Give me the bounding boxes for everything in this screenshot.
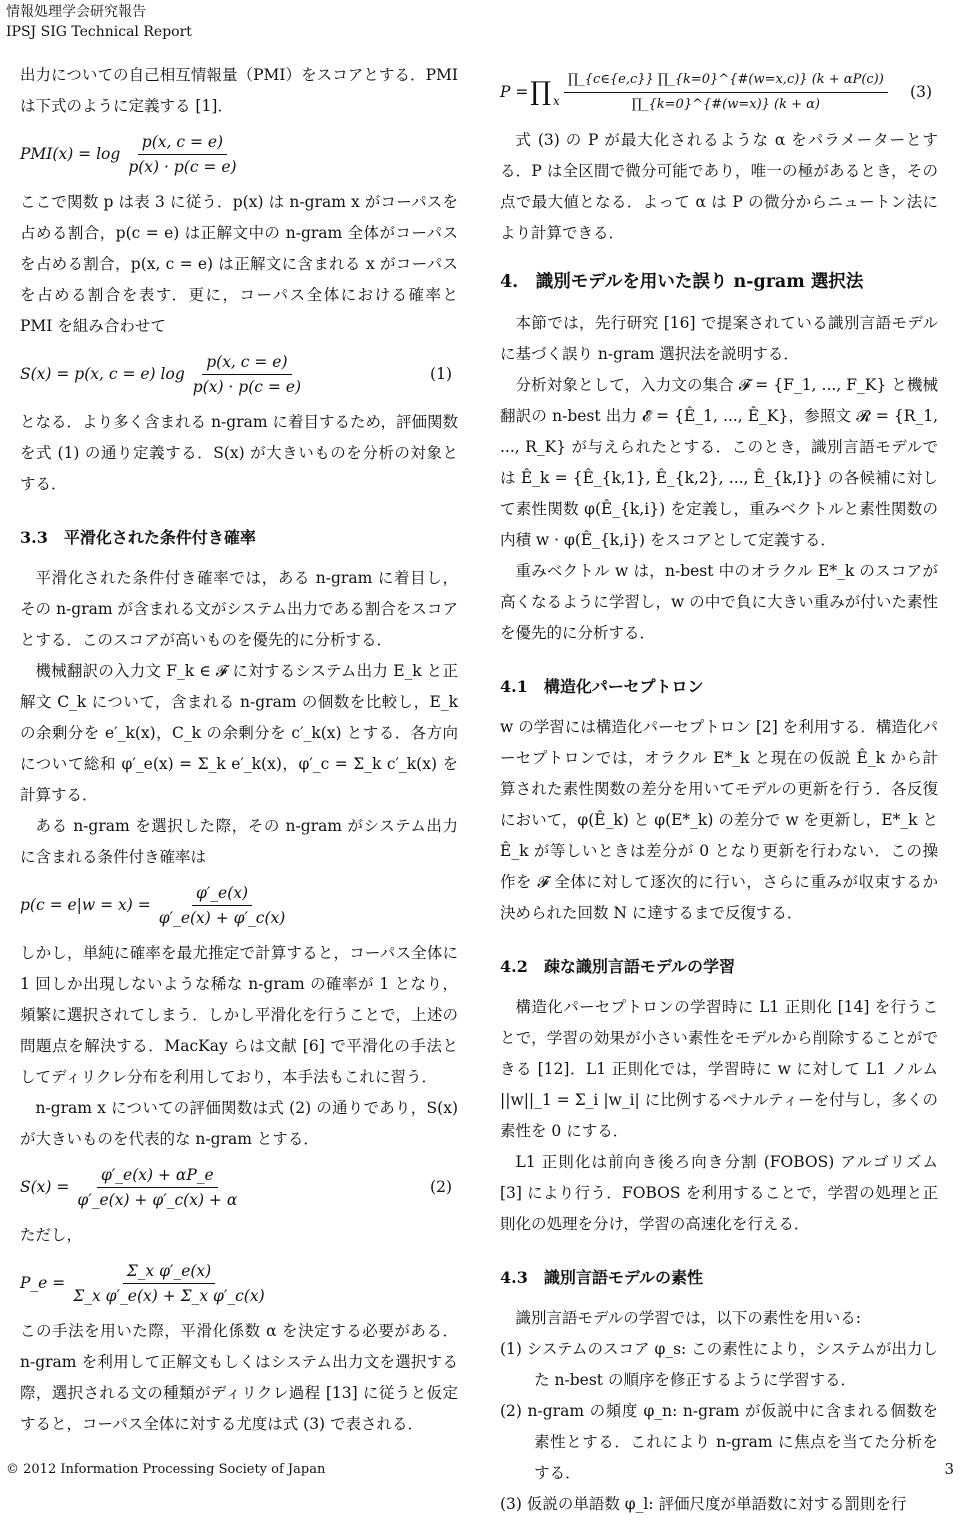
- paragraph: w の学習には構造化パーセプトロン [2] を利用する．構造化パーセプトロンでは，オラクル E*_k と現在の仮説 Ê_k から計算された素性関数の差分を用いてモデルの更新を行う．各反復において，φ(Ê_k) と φ(E*_k) の差分で w を更新し，E*_k と Ê_k が等しいときは差分が 0 となり更新を行わない．この操作を 𝓕 全体に対して逐次的に行い，さらに重みが収束するか決められた回数 N に達するまで反復する．: [500, 718, 938, 922]
- paragraph: 出力についての自己相互情報量（PMI）をスコアとする．PMI は下式のように定義する [1]．: [20, 66, 458, 115]
- left-column: [20, 60, 458, 1440]
- page-footer: [6, 1462, 954, 1477]
- paragraph: ただし，: [20, 1226, 83, 1244]
- section-heading-3-3: 3.3 平滑化された条件付き確率: [20, 528, 256, 547]
- feature-list: [500, 1334, 938, 1520]
- equation-pe: P_e = $\frac{\text{Σ\_x φ′\_e(x)}}{\text{Σ\_x φ′\_e(x) + Σ\_x φ′\_c(x)}}$: [20, 1259, 458, 1308]
- paragraph: しかし，単純に確率を最尤推定で計算すると，コーパス全体に 1 回しか出現しないような稀な n-gram の確率が 1 となり，頻繁に選択されてしまう．しかし平滑化を行うことで，上述の問題点を解決する．MacKay らは文献 [6] で平滑化の手法としてディリクレ分布を利用しており，本手法もこれに習う．: [20, 944, 458, 1086]
- paragraph: n-gram x についての評価関数は式 (2) の通りであり，S(x) が大きいものを代表的な n-gram とする．: [20, 1099, 458, 1148]
- paragraph: この手法を用いた際，平滑化係数 α を決定する必要がある．n-gram を利用して正解文もしくはシステム出力文を選択する際，選択される文の種類がディリクレ過程 [13] に従うと仮定すると，コーパス全体に対する尤度は式 (3) で表される．: [20, 1322, 458, 1433]
- equation-number: (1): [430, 365, 452, 383]
- equation-1: S(x) = p(x, c = e) log $\frac{p(x, c = e)}{p(x) \cdot p(c = e)}$ (1): [20, 350, 458, 399]
- section-heading-4-2: 4.2 疎な識別言語モデルの学習: [500, 957, 736, 976]
- header-journal-en: IPSJ SIG Technical Report: [6, 24, 192, 40]
- equation-3: P = ∏ x $\frac{\prod\_\{c\in\{e,c\}\} \prod\_\{k=0\}\^{}\{\#(w=x,c)\} (k + \alpha P(c))}{\prod\_\{k=0\}\^{}\{\#(w=x)\} (k + \alpha)}$ (3): [500, 68, 938, 117]
- running-header: [6, 2, 192, 42]
- list-item: (2) n-gram の頻度 φ_n: n-gram が仮説中に含まれる個数を素性とする．これにより n-gram に焦点を当てた分析をする．: [500, 1402, 938, 1482]
- section-heading-4-3: 4.3 識別言語モデルの素性: [500, 1268, 704, 1287]
- paragraph: ある n-gram を選択した際，その n-gram がシステム出力に含まれる条件付き確率は: [20, 817, 458, 866]
- paragraph: となる．より多く含まれる n-gram に着目するため，評価関数を式 (1) の通り定義する．S(x) が大きいものを分析の対象とする．: [20, 413, 458, 493]
- equation-conditional: p(c = e|w = x) = $\frac{\varphi'\_e(x)}{\varphi'\_e(x) + \varphi'\_c(x)}$: [20, 881, 458, 930]
- paragraph: 機械翻訳の入力文 F_k ∈ 𝓕 に対するシステム出力 E_k と正解文 C_k について，含まれる n-gram の個数を比較し，E_k の余剰分を e′_k(x)，C_k の余剰分を c′_k(x) とする．各方向について総和 φ′_e(x) = Σ_k e′_k(x)，φ′_c = Σ_k c′_k(x) を計算する．: [20, 662, 458, 804]
- header-journal-jp: 情報処理学会研究報告: [6, 4, 146, 20]
- paragraph: 重みベクトル w は，n-best 中のオラクル E*_k のスコアが高くなるように学習し，w の中で負に大きい重みが付いた素性を優先的に分析する．: [500, 562, 938, 642]
- copyright: © 2012 Information Processing Society of Japan: [6, 1462, 326, 1477]
- paragraph: ここで関数 p は表 3 に従う．p(x) は n-gram x がコーパスを占める割合，p(c = e) は正解文中の n-gram 全体がコーパスを占める割合，p(x, c = e) は正解文に含まれる x がコーパスを占める割合を表す．更に，コーパス全体における確率と PMI を組み合わせて: [20, 193, 458, 335]
- section-heading-4: 4. 識別モデルを用いた誤り n-gram 選択法: [500, 272, 864, 292]
- paragraph: 式 (3) の P が最大化されるような α をパラメーターとする．P は全区間で微分可能であり，唯一の極があるとき，その点で最大値となる．よって α は P の微分からニュートン法により計算できる．: [500, 131, 938, 242]
- paragraph: 平滑化された条件付き確率では，ある n-gram に着目し，その n-gram が含まれる文がシステム出力である割合をスコアとする．このスコアが高いものを優先的に分析する．: [20, 569, 458, 649]
- paragraph: 本節では，先行研究 [16] で提案されている識別言語モデルに基づく誤り n-gram 選択法を説明する．: [500, 314, 938, 363]
- right-column: [500, 60, 938, 1520]
- paragraph: 識別言語モデルの学習では，以下の素性を用いる:: [515, 1309, 861, 1327]
- section-heading-4-1: 4.1 構造化パーセプトロン: [500, 677, 704, 696]
- equation-number: (3): [910, 83, 932, 101]
- equation-number: (2): [430, 1178, 452, 1196]
- paragraph: L1 正則化は前向き後ろ向き分割 (FOBOS) アルゴリズム [3] により行う．FOBOS を利用することで，学習の処理と正則化の処理を分け，学習の高速化を行える．: [500, 1153, 938, 1233]
- list-item: (3) 仮説の単語数 φ_l: 評価尺度が単語数に対する罰則を行: [500, 1495, 907, 1513]
- paragraph: 分析対象として，入力文の集合 𝓕 = {F_1, ..., F_K} と機械翻訳の n-best 出力 𝓔̂ = {Ê_1, ..., Ê_K}，参照文 𝓡 = {R_1, ..., R_K} が与えられたとする．このとき，識別言語モデルでは Ê_k = {Ê_{k,1}, Ê_{k,2}, ..., Ê_{k,I}} の各候補に対して素性関数 φ(Ê_{k,i}) を定義し，重みベクトルと素性関数の内積 w · φ(Ê_{k,i}) をスコアとして定義する．: [500, 376, 938, 549]
- equation-2: S(x) = $\frac{\varphi'\_e(x) + \alpha P\_e}{\varphi'\_e(x) + \varphi'\_c(x) + \alpha}$ (2): [20, 1163, 458, 1212]
- page-number: 3: [944, 1460, 954, 1478]
- list-item: (1) システムのスコア φ_s: この素性により，システムが出力した n-best の順序を修正するように学習する．: [500, 1340, 938, 1389]
- equation-pmi: PMI(x) = log $\frac{p(x, c = e)}{p(x) \cdot p(c = e)}$: [20, 130, 458, 179]
- paragraph: 構造化パーセプトロンの学習時に L1 正則化 [14] を行うことで，学習の効果が小さい素性をモデルから削除することができる [12]．L1 正則化では，学習時に w に対して L1 ノルム ||w||_1 = Σ_i |w_i| に比例するペナルティーを付与し，多くの素性を 0 にする．: [500, 998, 938, 1140]
